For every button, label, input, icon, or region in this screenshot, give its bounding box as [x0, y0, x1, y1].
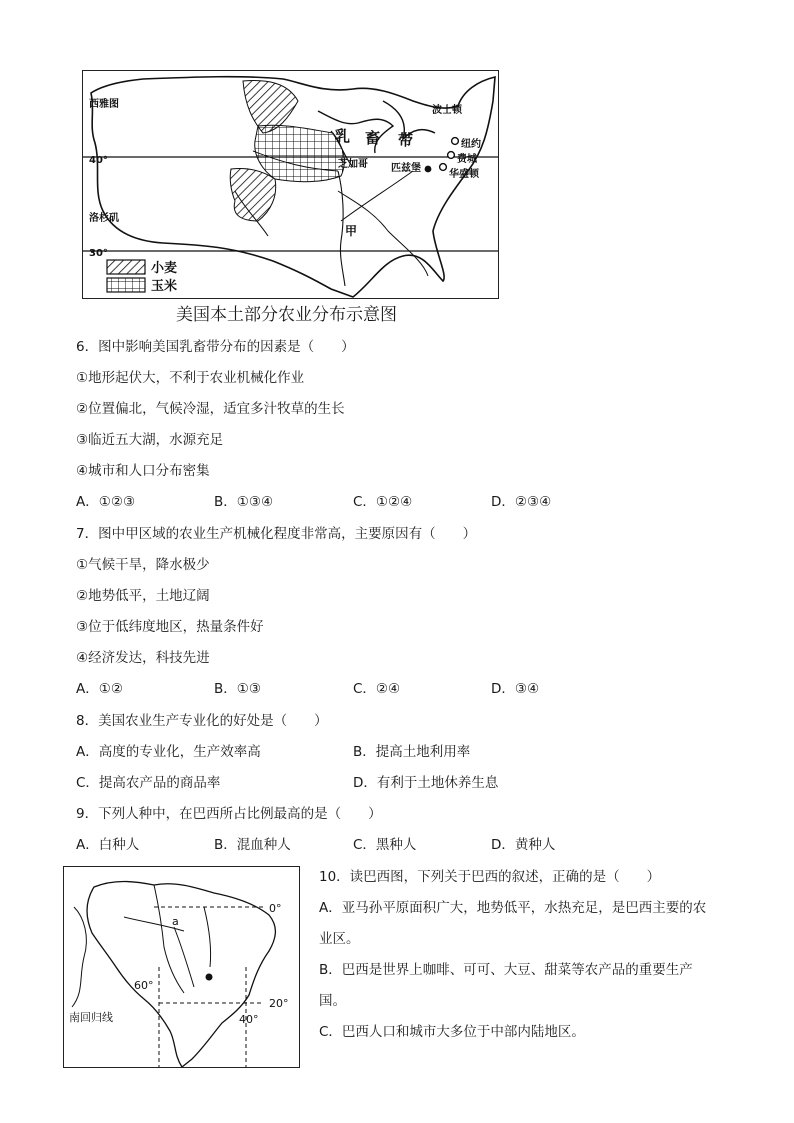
q9-option-b[interactable]: B．混血种人 [214, 837, 291, 853]
q8-option-c[interactable]: C．提高农产品的商品率 [76, 775, 221, 791]
q8-option-a[interactable]: A．高度的专业化，生产效率高 [76, 744, 261, 760]
brazil-map [63, 866, 300, 1068]
q6-statement-1: ①地形起伏大，不利于农业机械化作业 [76, 370, 305, 386]
q10-option-a[interactable]: A．亚马孙平原面积广大，地势低平，水热充足，是巴西主要的农 [319, 900, 707, 916]
usa-map-graphic [83, 71, 498, 298]
q10-option-a-cont: 业区。 [319, 931, 360, 947]
label-region-jia: 甲 [345, 224, 358, 238]
usa-agriculture-map [82, 70, 499, 299]
label-pittsburgh: 匹兹堡 [391, 163, 421, 174]
label-chicago: 芝加哥 [338, 159, 368, 170]
q7-option-d[interactable]: D．③④ [491, 681, 540, 697]
q9-option-d[interactable]: D．黄种人 [491, 837, 556, 853]
q7-stem: 7．图中甲区域的农业生产机械化程度非常高，主要原因有（ ） [76, 526, 477, 542]
label-dairy-3: 带 [398, 131, 414, 149]
q6-option-c[interactable]: C．①②④ [353, 494, 413, 510]
label-lat-40: 40° [89, 155, 108, 166]
q8-option-b[interactable]: B．提高土地利用率 [353, 744, 471, 760]
q6-option-b[interactable]: B．①③④ [214, 494, 274, 510]
label-dairy-1: 乳 [335, 127, 351, 145]
q6-stem: 6．图中影响美国乳畜带分布的因素是（ ） [76, 339, 355, 355]
q6-option-d[interactable]: D．②③④ [491, 494, 552, 510]
q7-statement-4: ④经济发达，科技先进 [76, 650, 210, 666]
q6-statement-3: ③临近五大湖，水源充足 [76, 432, 224, 448]
q7-option-c[interactable]: C．②④ [353, 681, 401, 697]
q6-option-a[interactable]: A．①②③ [76, 494, 136, 510]
label-tropic: 南回归线 [69, 1011, 113, 1024]
label-boston: 波士顿 [432, 105, 462, 116]
q7-statement-1: ①气候干旱，降水极少 [76, 557, 210, 573]
label-a: a [172, 915, 179, 928]
usa-map-caption: 美国本土部分农业分布示意图 [176, 305, 397, 325]
q10-option-b[interactable]: B．巴西是世界上咖啡、可可、大豆、甜菜等农产品的重要生产 [319, 962, 693, 978]
legend-wheat: 小麦 [151, 261, 178, 276]
q9-stem: 9．下列人种中，在巴西所占比例最高的是（ ） [76, 806, 382, 822]
wheat-region-south [230, 168, 275, 221]
label-seattle: 西雅图 [89, 99, 119, 110]
label-washington: 华盛顿 [449, 169, 479, 180]
legend-corn: 玉米 [151, 279, 178, 294]
q7-statement-3: ③位于低纬度地区，热量条件好 [76, 619, 264, 635]
label-dairy-2: 畜 [365, 129, 381, 147]
q7-statement-2: ②地势低平，土地辽阔 [76, 588, 210, 604]
label-lon-60: 60° [134, 979, 154, 992]
label-lat-30: 30° [89, 248, 108, 259]
q10-option-c[interactable]: C．巴西人口和城市大多位于中部内陆地区。 [319, 1024, 585, 1040]
q8-stem: 8．美国农业生产专业化的好处是（ ） [76, 713, 328, 729]
label-equator: 0° [269, 902, 282, 915]
label-newyork: 纽约 [461, 139, 481, 150]
brazil-outline [87, 882, 275, 1068]
q6-statement-4: ④城市和人口分布密集 [76, 463, 210, 479]
q7-option-b[interactable]: B．①③ [214, 681, 261, 697]
label-lon-40: 40° [239, 1013, 259, 1026]
brazil-map-graphic [64, 867, 299, 1067]
label-lat-20: 20° [269, 997, 289, 1010]
q10-option-b-cont: 国。 [319, 993, 346, 1009]
q9-option-a[interactable]: A．白种人 [76, 837, 140, 853]
label-los-angeles: 洛杉矶 [89, 213, 119, 224]
label-philadelphia: 费城 [457, 154, 477, 165]
q10-stem: 10．读巴西图，下列关于巴西的叙述，正确的是（ ） [319, 869, 661, 885]
corn-region [255, 125, 345, 182]
q9-option-c[interactable]: C．黑种人 [353, 837, 417, 853]
q6-statement-2: ②位置偏北，气候冷湿，适宜多汁牧草的生长 [76, 401, 345, 417]
q8-option-d[interactable]: D．有利于土地休养生息 [353, 775, 499, 791]
q7-option-a[interactable]: A．①② [76, 681, 123, 697]
